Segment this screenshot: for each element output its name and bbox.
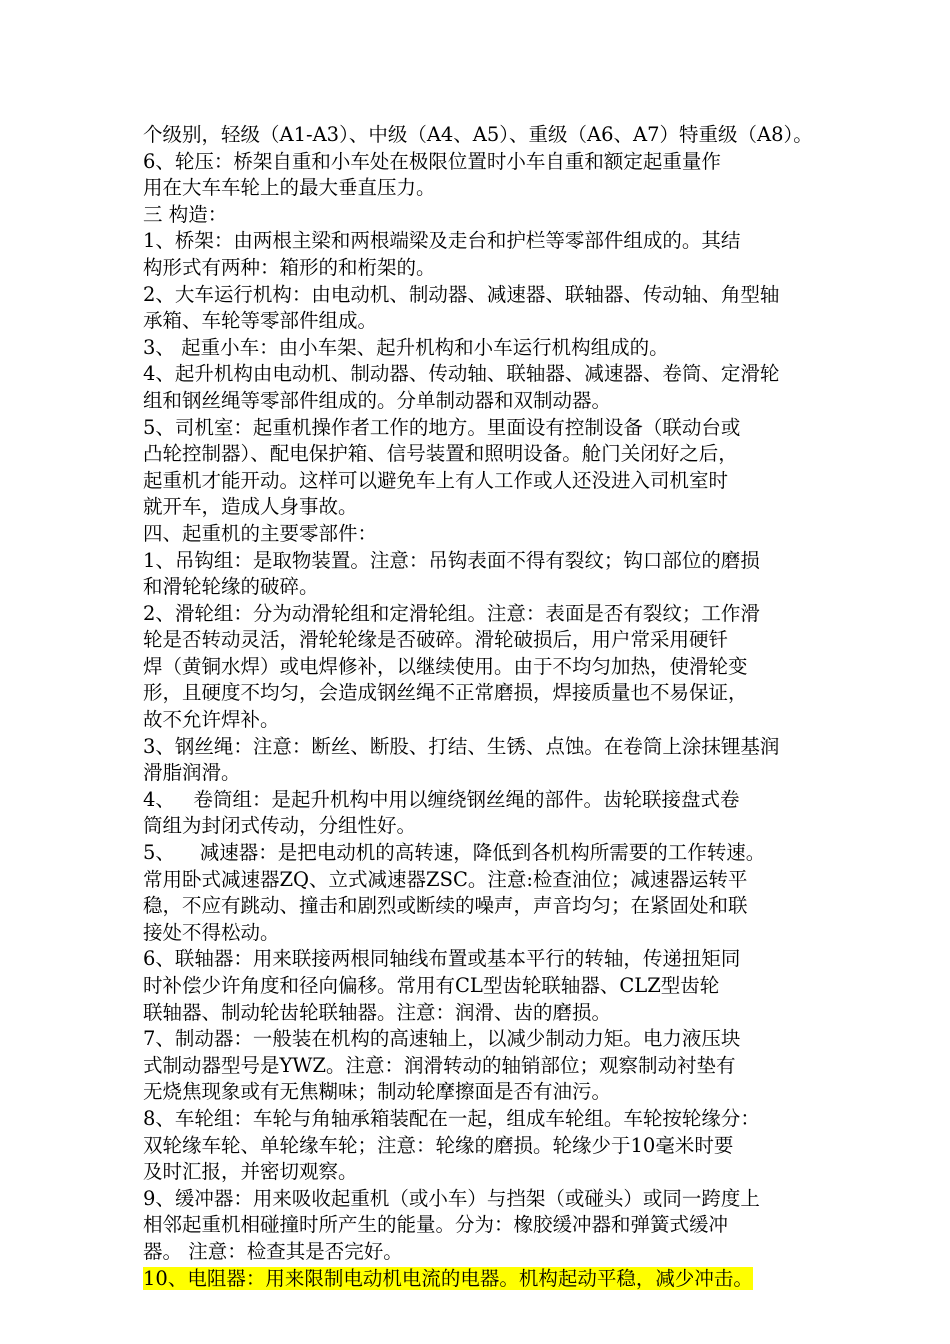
text-line: 7、制动器：一般装在机构的高速轴上，以减少制动力矩。电力液压块 xyxy=(143,1027,741,1051)
text-line: 3、钢丝绳：注意：断丝、断股、打结、生锈、点蚀。在卷筒上涂抹锂基润 xyxy=(143,734,780,758)
document-body xyxy=(143,122,813,1292)
text-line: 四、起重机的主要零部件： xyxy=(143,521,378,545)
text-line: 三 构造： xyxy=(143,202,228,226)
text-line: 器。 注意：检查其是否完好。 xyxy=(143,1239,403,1263)
text-line: 筒组为封闭式传动，分组性好。 xyxy=(143,814,417,838)
text-line: 2、滑轮组：分为动滑轮组和定滑轮组。注意：表面是否有裂纹；工作滑 xyxy=(143,601,760,625)
text-line: 用在大车车轮上的最大垂直压力。 xyxy=(143,176,436,200)
text-line: 就开车，造成人身事故。 xyxy=(143,495,358,519)
text-line: 构形式有两种：箱形的和桁架的。 xyxy=(143,255,436,279)
highlighted-text: 10、电阻器：用来限制电动机电流的电器。机构起动平稳，减少冲击。 xyxy=(143,1266,753,1290)
text-line: 4、起升机构由电动机、制动器、传动轴、联轴器、减速器、卷筒、定滑轮 xyxy=(143,362,780,386)
text-line: 个级别，轻级（A1-A3）、中级（A4、A5）、重级（A6、A7）特重级（A8）。 xyxy=(143,123,813,146)
text-line: 6、联轴器：用来联接两根同轴线布置或基本平行的转轴，传递扭矩同 xyxy=(143,947,741,971)
text-line: 相邻起重机相碰撞时所产生的能量。分为：橡胶缓冲器和弹簧式缓冲 xyxy=(143,1213,729,1237)
text-line: 联轴器、制动轮齿轮联轴器。注意：润滑、齿的磨损。 xyxy=(143,1000,612,1024)
text-line xyxy=(143,1266,813,1293)
text-line: 3、 起重小车：由小车架、起升机构和小车运行机构组成的。 xyxy=(143,335,669,359)
text-line: 1、桥架：由两根主梁和两根端梁及走台和护栏等零部件组成的。其结 xyxy=(143,229,741,253)
text-line: 时补偿少许角度和径向偏移。常用有CL型齿轮联轴器、CLZ型齿轮 xyxy=(143,974,720,997)
text-line: 起重机才能开动。这样可以避免车上有人工作或人还没进入司机室时 xyxy=(143,468,729,492)
text-line: 稳，不应有跳动、撞击和剧烈或断续的噪声，声音均匀；在紧固处和联 xyxy=(143,894,748,918)
text-line: 和滑轮轮缘的破碎。 xyxy=(143,575,319,599)
text-line: 承箱、车轮等零部件组成。 xyxy=(143,309,378,333)
text-line: 双轮缘车轮、单轮缘车轮；注意：轮缘的磨损。轮缘少于10毫米时要 xyxy=(143,1133,734,1157)
text-line: 4、 卷筒组：是起升机构中用以缠绕钢丝绳的部件。齿轮联接盘式卷 xyxy=(143,787,740,811)
text-line: 5、 减速器：是把电动机的高转速，降低到各机构所需要的工作转速。 xyxy=(143,841,766,865)
text-line: 故不允许焊补。 xyxy=(143,708,280,732)
text-line: 及时汇报，并密切观察。 xyxy=(143,1160,358,1184)
text-line: 焊（黄铜水焊）或电焊修补，以继续使用。由于不均匀加热，使滑轮变 xyxy=(143,654,748,678)
text-line: 形，且硬度不均匀，会造成钢丝绳不正常磨损，焊接质量也不易保证， xyxy=(143,681,748,705)
text-line: 滑脂润滑。 xyxy=(143,761,241,785)
text-line: 组和钢丝绳等零部件组成的。分单制动器和双制动器。 xyxy=(143,388,612,412)
text-line: 8、车轮组：车轮与角轴承箱装配在一起，组成车轮组。车轮按轮缘分： xyxy=(143,1106,760,1130)
text-line: 2、大车运行机构：由电动机、制动器、减速器、联轴器、传动轴、角型轴 xyxy=(143,282,780,306)
text-line: 5、司机室：起重机操作者工作的地方。里面设有控制设备（联动台或 xyxy=(143,415,741,439)
text-line: 接处不得松动。 xyxy=(143,920,280,944)
text-line: 凸轮控制器）、配电保护箱、信号装置和照明设备。舱门关闭好之后， xyxy=(143,442,738,466)
text-line: 常用卧式减速器ZQ、立式减速器ZSC。注意:检查油位；减速器运转平 xyxy=(143,867,748,891)
text-line: 1、吊钩组：是取物装置。注意：吊钩表面不得有裂纹；钩口部位的磨损 xyxy=(143,548,760,572)
text-line: 无烧焦现象或有无焦糊味；制动轮摩擦面是否有油污。 xyxy=(143,1080,612,1104)
text-line: 式制动器型号是YWZ。注意：润滑转动的轴销部位；观察制动衬垫有 xyxy=(143,1053,736,1077)
text-line: 9、缓冲器：用来吸收起重机（或小车）与挡架（或碰头）或同一跨度上 xyxy=(143,1186,760,1210)
text-line: 6、轮压：桥架自重和小车处在极限位置时小车自重和额定起重量作 xyxy=(143,149,721,173)
text-line: 轮是否转动灵活，滑轮轮缘是否破碎。滑轮破损后，用户常采用硬钎 xyxy=(143,628,729,652)
